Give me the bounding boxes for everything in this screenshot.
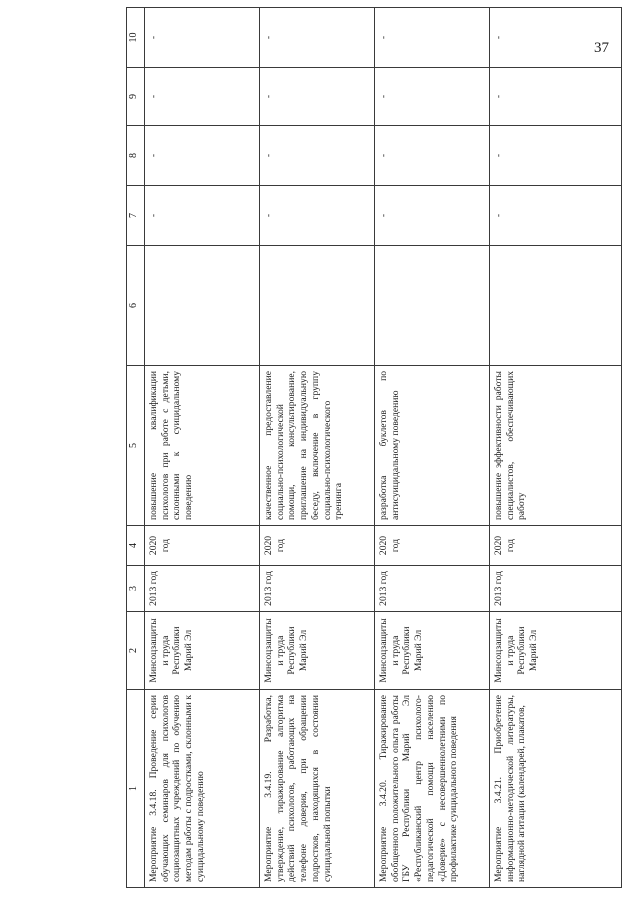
column-8-cell: -	[145, 126, 260, 186]
result-cell: разработка буклетов по антисуицидальному поведению	[375, 366, 490, 526]
header-row	[127, 8, 145, 888]
column-9-cell: -	[375, 68, 490, 126]
end-year-cell: 2020 год	[490, 526, 622, 566]
column-6-cell	[490, 246, 622, 366]
column-header-3: 3	[127, 566, 145, 612]
result-cell: повышение эффективности работы специалистов, обеспечивающих работу	[490, 366, 622, 526]
executor-cell: Минсоцзащиты и труда Республики Марий Эл	[490, 612, 622, 690]
start-year-cell: 2013 год	[490, 566, 622, 612]
column-8-cell: -	[490, 126, 622, 186]
end-year-cell: 2020 год	[375, 526, 490, 566]
activity-cell: Мероприятие 3.4.19. Разработка, утверждение, тиражирование алгоритма действий психологов, работающих на телефоне доверия, при обращении подростков, находящихся в состоянии суицидальной попытки	[260, 690, 375, 888]
activity-cell: Мероприятие 3.4.20. Тиражирование обобщенного положительного опыта работы ГБУ Республики Марий Эл «Республиканский центр психолого-педагогической помощи населению «Доверие» с несовершеннолетними по профилактике суицидального поведения	[375, 690, 490, 888]
column-10-cell: -	[145, 8, 260, 68]
activities-table	[126, 7, 622, 888]
column-7-cell: -	[375, 186, 490, 246]
start-year-cell: 2013 год	[260, 566, 375, 612]
column-header-9: 9	[127, 68, 145, 126]
column-header-8: 8	[127, 126, 145, 186]
column-header-6: 6	[127, 246, 145, 366]
column-7-cell: -	[490, 186, 622, 246]
table-row	[260, 8, 375, 888]
column-7-cell: -	[145, 186, 260, 246]
column-header-4: 4	[127, 526, 145, 566]
column-10-cell: -	[490, 8, 622, 68]
column-9-cell: -	[145, 68, 260, 126]
rotated-table-container	[126, 8, 623, 888]
column-header-2: 2	[127, 612, 145, 690]
table-row	[145, 8, 260, 888]
result-cell: качественное предоставление социально-психологической помощи, консультирование, приглашение на индивидуальную беседу, включение в группу социально-психологического тренинга	[260, 366, 375, 526]
result-cell: повышение квалификации психологов при работе с детьми, склонными к суицидальному поведению	[145, 366, 260, 526]
column-10-cell: -	[375, 8, 490, 68]
page-number: 37	[594, 40, 609, 56]
column-9-cell: -	[490, 68, 622, 126]
column-6-cell	[375, 246, 490, 366]
column-header-7: 7	[127, 186, 145, 246]
column-header-5: 5	[127, 366, 145, 526]
activity-cell: Мероприятие 3.4.21. Приобретение информационно-методической литературы, наглядной агитации (календарей, плакатов,	[490, 690, 622, 888]
column-10-cell: -	[260, 8, 375, 68]
end-year-cell: 2020 год	[145, 526, 260, 566]
executor-cell: Минсоцзащиты и труда Республики Марий Эл	[375, 612, 490, 690]
end-year-cell: 2020 год	[260, 526, 375, 566]
column-8-cell: -	[375, 126, 490, 186]
column-6-cell	[260, 246, 375, 366]
column-9-cell: -	[260, 68, 375, 126]
executor-cell: Минсоцзащиты и труда Республики Марий Эл	[145, 612, 260, 690]
column-header-1: 1	[127, 690, 145, 888]
column-7-cell: -	[260, 186, 375, 246]
start-year-cell: 2013 год	[145, 566, 260, 612]
executor-cell: Минсоцзащиты и труда Республики Марий Эл	[260, 612, 375, 690]
table-row	[375, 8, 490, 888]
column-header-10: 10	[127, 8, 145, 68]
column-6-cell	[145, 246, 260, 366]
column-8-cell: -	[260, 126, 375, 186]
table-row	[490, 8, 622, 888]
start-year-cell: 2013 год	[375, 566, 490, 612]
activity-cell: Мероприятие 3.4.18. Проведение серии обучающих семинаров для психологов социозащитных учреждений по обучению методам работы с подростками, склонными к суицидальному поведению	[145, 690, 260, 888]
